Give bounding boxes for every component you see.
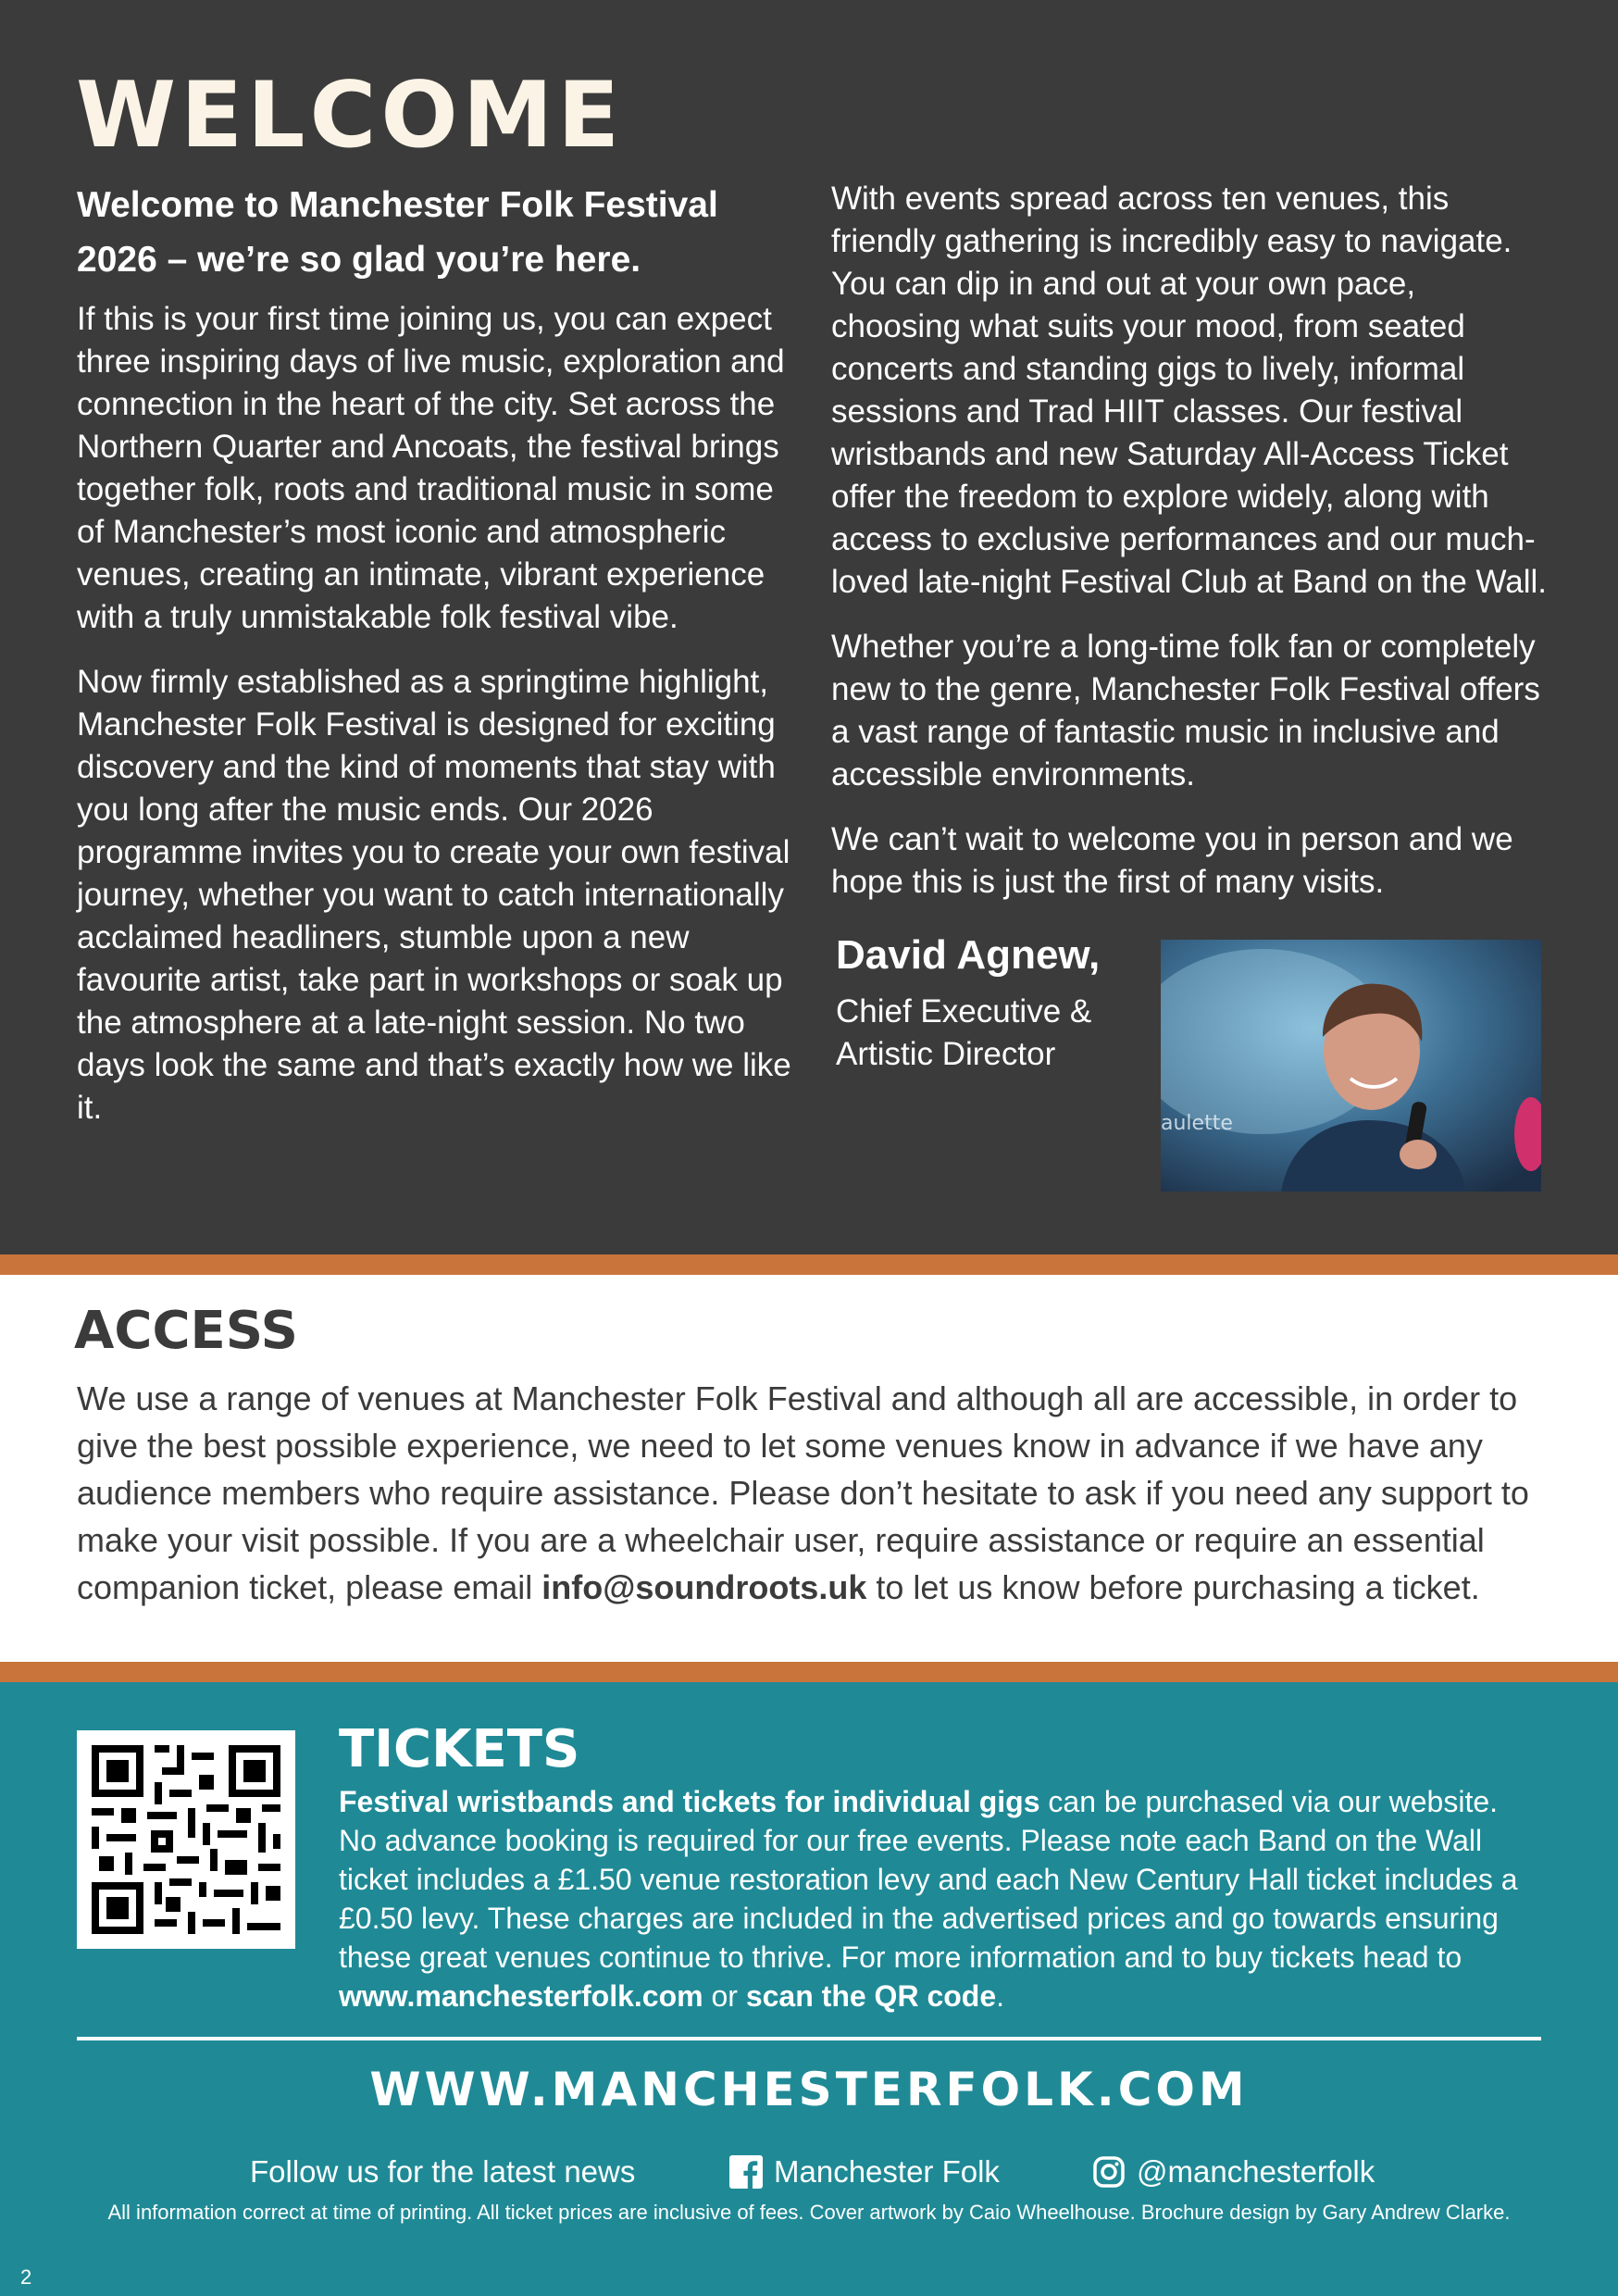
instagram-icon <box>1092 2155 1126 2189</box>
welcome-left-column <box>77 178 794 1152</box>
tickets-website-link[interactable]: www.manchesterfolk.com <box>339 1979 703 2013</box>
accent-stripe <box>0 1254 1618 1275</box>
facebook-icon <box>729 2155 763 2189</box>
welcome-title: WELCOME <box>76 63 625 168</box>
facebook-label: Manchester Folk <box>774 2154 1000 2189</box>
welcome-paragraph: With events spread across ten venues, this friendly gathering is incredibly easy to navigate. You can dip in and out at your own pace, choosing what suits your mood, from seated concerts and standing gigs to lively, informal sessions and Trad HIIT classes. Our festival wristbands and new Saturday All-Access Ticket offer the freedom to explore widely, along with access to exclusive performances and our much-loved late-night Festival Club at Band on the Wall. <box>831 181 1548 600</box>
photo-background-text: aulette <box>1161 1112 1233 1135</box>
access-section <box>0 1275 1618 1662</box>
follow-text <box>250 2152 635 2192</box>
tickets-text <box>339 1782 1542 2015</box>
access-email-link[interactable]: info@soundroots.uk <box>541 1568 867 1606</box>
signature-name: David Agnew, <box>836 932 1101 978</box>
tickets-qr-text: scan the QR code <box>745 1979 997 2013</box>
accent-stripe <box>0 1662 1618 1682</box>
follow-label: Follow us for the latest news <box>250 2154 636 2189</box>
david-agnew-photo <box>1161 940 1541 1192</box>
tickets-text-part: or <box>703 1979 746 2013</box>
welcome-paragraph: Now firmly established as a springtime highlight, Manchester Folk Festival is designed for exciting discovery and the kind of moments that stay with you long after the music ends. Our 2026 programme invites you to create your own festival journey, whether you want to catch internationally acclaimed headliners, stumble upon a new favourite artist, take part in workshops or soak up the atmosphere at a late-night session. No two days look the same and that’s exactly how we like it. <box>77 664 791 1126</box>
divider <box>77 2037 1541 2040</box>
signature-role: Chief Executive & Artistic Director <box>836 993 1092 1072</box>
access-title: ACCESS <box>74 1301 298 1361</box>
tickets-text-part: can be purchased via our website. No advance booking is required for our free events. Please note each Band on the Wall ticket includes a £1.50 venue restoration levy and each New Century Hall ticket includes a £0.50 levy. These charges are included in the advertised prices and go towards ensuring these great venues continue to thrive. For more information and to buy tickets head to <box>339 1785 1518 1974</box>
welcome-lead: Welcome to Manchester Folk Festival 2026 – we’re so glad you’re here. <box>77 185 718 280</box>
qr-code-icon[interactable] <box>77 1730 295 1949</box>
tickets-lead: Festival wristbands and tickets for individual gigs <box>339 1785 1040 1818</box>
credits-text: All information correct at time of printing. All ticket prices are inclusive of fees. Cover artwork by Caio Wheelhouse. Brochure design by Gary Andrew Clarke. <box>107 2201 1511 2224</box>
access-text-part: to let us know before purchasing a ticket. <box>866 1568 1480 1606</box>
portrait-illustration <box>1161 940 1541 1192</box>
welcome-paragraph: We can’t wait to welcome you in person and we hope this is just the first of many visits. <box>831 821 1513 900</box>
welcome-right-column <box>831 178 1549 926</box>
website-link[interactable]: WWW.MANCHESTERFOLK.COM <box>369 2063 1249 2116</box>
instagram-label: @manchesterfolk <box>1137 2154 1375 2189</box>
tickets-title: TICKETS <box>339 1719 580 1779</box>
access-text <box>77 1375 1558 1611</box>
instagram-link[interactable] <box>1092 2152 1375 2192</box>
page-number: 2 <box>20 2265 32 2289</box>
welcome-paragraph: Whether you’re a long-time folk fan or completely new to the genre, Manchester Folk Festival offers a vast range of fantastic music in inclusive and accessible environments. <box>831 629 1540 792</box>
tickets-text-part: . <box>996 1979 1005 2013</box>
facebook-link[interactable] <box>729 2152 1000 2192</box>
welcome-paragraph: If this is your first time joining us, you can expect three inspiring days of live music, exploration and connection in the heart of the city. Set across the Northern Quarter and Ancoats, the festival brings together folk, roots and traditional music in some of Manchester’s most iconic and atmospheric venues, creating an intimate, vibrant experience with a truly unmistakable folk festival vibe. <box>77 301 785 635</box>
access-text-part: We use a range of venues at Manchester Folk Festival and although all are accessible, in order to give the best possible experience, we need to let some venues know in advance if we have any audience members who require assistance. Please don’t hesitate to ask if you need any support to make your visit possible. If you are a wheelchair user, require assistance or require an essential companion ticket, please email <box>77 1379 1529 1606</box>
tickets-section <box>0 1682 1618 2296</box>
